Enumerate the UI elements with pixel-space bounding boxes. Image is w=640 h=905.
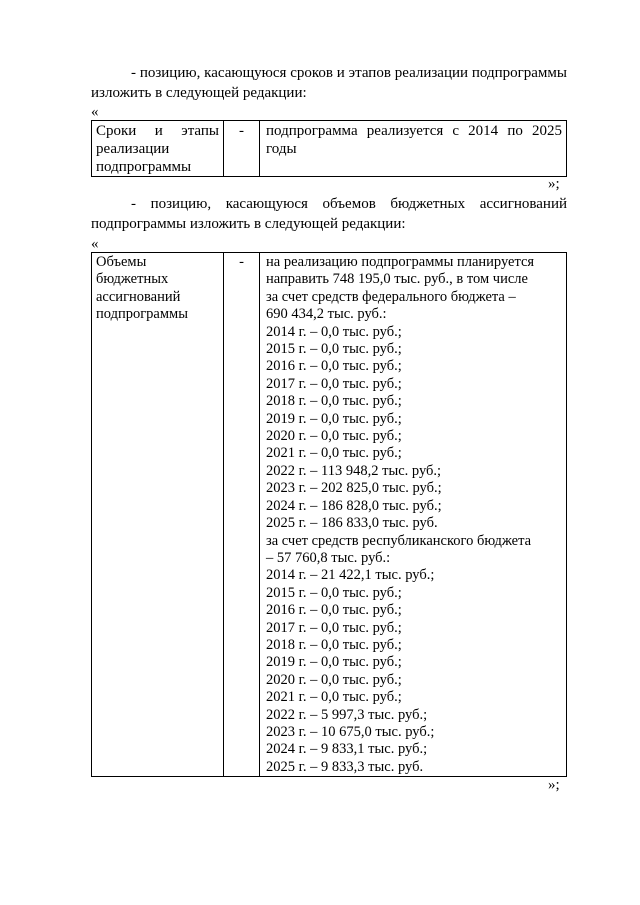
cell-line: 2020 г. – 0,0 тыс. руб.; — [266, 428, 402, 445]
cell-line: 2016 г. – 0,0 тыс. руб.; — [266, 602, 402, 619]
cell-line: 690 434,2 тыс. руб.: — [266, 306, 387, 323]
cell-line: 2018 г. – 0,0 тыс. руб.; — [266, 636, 402, 653]
terms-table — [91, 120, 567, 177]
cell-line: 2023 г. – 202 825,0 тыс. руб.; — [266, 480, 442, 497]
cell-line: направить 748 195,0 тыс. руб., в том числе — [266, 271, 528, 288]
table-row — [92, 253, 567, 777]
paragraph-terms-intro — [91, 63, 567, 103]
cell-line: 2025 г. – 9 833,3 тыс. руб. — [266, 758, 424, 775]
paragraph-budget-intro — [91, 194, 567, 234]
cell-line: 2022 г. – 113 948,2 тыс. руб.; — [266, 462, 442, 479]
cell-line: 2015 г. – 0,0 тыс. руб.; — [266, 341, 402, 358]
cell-line: Объемы — [96, 254, 147, 270]
cell-line: за счет средств федерального бюджета – — [266, 288, 516, 305]
cell-line: Сроки и этапы — [96, 123, 219, 139]
cell-line: – 57 760,8 тыс. руб.: — [266, 549, 391, 566]
cell-line: 2017 г. – 0,0 тыс. руб.; — [266, 375, 402, 392]
close-quote: »; — [548, 176, 560, 192]
cell-line: подпрограмма реализуется с 2014 по 2025 — [266, 123, 562, 139]
cell-line: 2014 г. – 21 422,1 тыс. руб.; — [266, 567, 435, 584]
table-row — [92, 121, 567, 177]
cell-line: 2023 г. – 10 675,0 тыс. руб.; — [266, 723, 435, 740]
paragraph-line: - позицию, касающуюся объемов бюджетных ассигнований — [131, 196, 567, 212]
paragraph-line: изложить в следующей редакции: — [91, 85, 307, 101]
dash-cell: - — [224, 121, 260, 177]
cell-line: реализации — [96, 141, 170, 157]
cell-line: 2025 г. – 186 833,0 тыс. руб. — [266, 515, 438, 532]
cell-line: 2020 г. – 0,0 тыс. руб.; — [266, 671, 402, 688]
budget-value-cell — [260, 253, 567, 777]
cell-line: 2024 г. – 186 828,0 тыс. руб.; — [266, 497, 442, 514]
cell-line: 2017 г. – 0,0 тыс. руб.; — [266, 619, 402, 636]
cell-line: 2015 г. – 0,0 тыс. руб.; — [266, 584, 402, 601]
cell-line: 2019 г. – 0,0 тыс. руб.; — [266, 654, 402, 671]
close-quote: »; — [548, 777, 560, 793]
paragraph-line: - позицию, касающуюся сроков и этапов реализации подпрограммы — [131, 65, 567, 81]
cell-line: 2022 г. – 5 997,3 тыс. руб.; — [266, 706, 428, 723]
cell-line: 2019 г. – 0,0 тыс. руб.; — [266, 410, 402, 427]
open-quote: « — [91, 104, 99, 120]
open-quote: « — [91, 236, 99, 252]
budget-label-cell — [92, 253, 224, 777]
cell-line: за счет средств республиканского бюджета — [266, 532, 532, 549]
cell-line: 2021 г. – 0,0 тыс. руб.; — [266, 445, 402, 462]
cell-line: подпрограммы — [96, 159, 192, 175]
cell-line: ассигнований — [96, 288, 181, 305]
paragraph-line: подпрограммы изложить в следующей редакции: — [91, 216, 406, 232]
terms-value-cell — [260, 121, 567, 177]
budget-table — [91, 252, 567, 777]
cell-line: 2018 г. – 0,0 тыс. руб.; — [266, 393, 402, 410]
cell-line: 2014 г. – 0,0 тыс. руб.; — [266, 323, 402, 340]
cell-line: подпрограммы — [96, 306, 188, 323]
terms-label-cell — [92, 121, 224, 177]
cell-line: годы — [266, 141, 297, 157]
cell-line: 2021 г. – 0,0 тыс. руб.; — [266, 689, 402, 706]
cell-line: на реализацию подпрограммы планируется — [266, 254, 535, 270]
dash-cell: - — [224, 253, 260, 777]
cell-line: 2024 г. – 9 833,1 тыс. руб.; — [266, 741, 428, 758]
cell-line: бюджетных — [96, 271, 169, 288]
cell-line: 2016 г. – 0,0 тыс. руб.; — [266, 358, 402, 375]
